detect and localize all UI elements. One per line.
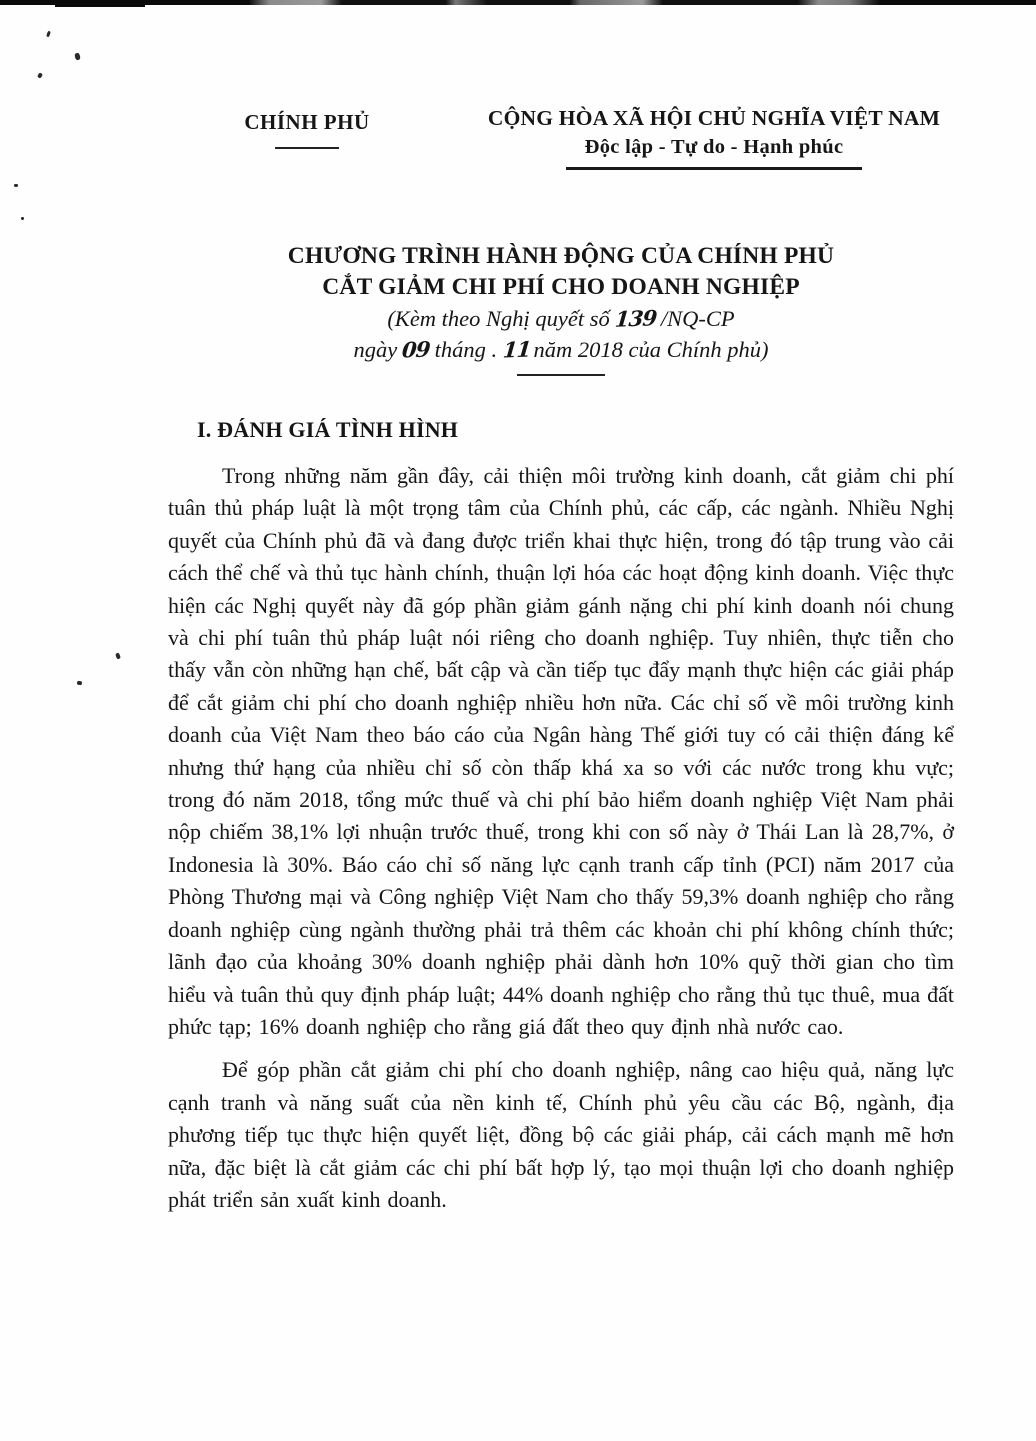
motto-underline [566, 167, 862, 170]
handwritten-day: 09 [401, 336, 431, 362]
date-suffix: năm 2018 của Chính phủ) [533, 336, 769, 362]
document-title-line1: CHƯƠNG TRÌNH HÀNH ĐỘNG CỦA CHÍNH PHỦ [287, 243, 835, 269]
document-title-line2: CẮT GIẢM CHI PHÍ CHO DOANH NGHIỆP [322, 274, 800, 300]
scan-speckle [74, 52, 81, 60]
national-title: CỘNG HÒA XÃ HỘI CHỦ NGHĨA VIỆT NAM [487, 106, 941, 130]
document-title-block [168, 241, 954, 376]
issuing-authority-block [222, 110, 392, 149]
scan-speckle [77, 681, 83, 686]
section-heading: I. ĐÁNH GIÁ TÌNH HÌNH [197, 417, 459, 442]
scan-speckle [37, 72, 43, 78]
attachment-reference-line [168, 304, 954, 335]
title-underline [517, 374, 605, 376]
scan-speckle [21, 217, 24, 220]
scan-speckle [115, 652, 121, 659]
scan-speckle [14, 184, 18, 187]
body-text [168, 460, 954, 1216]
national-header-block [466, 106, 962, 170]
paragraph: Trong những năm gần đây, cải thiện môi trường kinh doanh, cắt giảm chi phí tuân thủ pháp luật là một trọng tâm của Chính phủ, các cấp, các ngành. Nhiều Nghị quyết của Chính phủ đã và đang được triển khai thực hiện, trong đó tập trung vào cải cách thể chế và thủ tục hành chính, thuận lợi hóa các hoạt động kinh doanh. Việc thực hiện các Nghị quyết này đã góp phần giảm gánh nặng chi phí kinh doanh nói chung và chi phí tuân thủ pháp luật nói riêng cho doanh nghiệp. Tuy nhiên, thực tiễn cho thấy vẫn còn những hạn chế, bất cập và cần tiếp tục đẩy mạnh thực hiện các giải pháp để cắt giảm chi phí cho doanh nghiệp nhiều hơn nữa. Các chỉ số về môi trường kinh doanh của Việt Nam theo báo cáo của Ngân hàng Thế giới tuy có cải thiện đáng kể nhưng thứ hạng của nhiều chỉ số còn thấp khá xa so với các nước trong khu vực; trong đó năm 2018, tổng mức thuế và chi phí bảo hiểm doanh nghiệp Việt Nam phải nộp chiếm 38,1% lợi nhuận trước thuế, trong khi con số này ở Thái Lan là 28,7%, ở Indonesia là 30%. Báo cáo chỉ số năng lực cạnh tranh cấp tỉnh (PCI) năm 2017 của Phòng Thương mại và Công nghiệp Việt Nam cho thấy 59,3% doanh nghiệp cho rằng doanh nghiệp cùng ngành thường phải trả thêm các khoản chi phí không chính thức; lãnh đạo của khoảng 30% doanh nghiệp phải dành hơn 10% quỹ thời gian cho tìm hiểu và tuân thủ quy định pháp luật; 44% doanh nghiệp cho rằng thủ tục thuê, mua đất phức tạp; 16% doanh nghiệp cho rằng giá đất theo quy định nhà nước cao. [168, 463, 954, 1039]
scan-speckle [46, 31, 51, 38]
scan-artifact-top-edge [0, 0, 1036, 5]
attachment-date-line [168, 335, 954, 366]
attachment-suffix: /NQ-CP [660, 306, 735, 331]
paragraph: Để góp phần cắt giảm chi phí cho doanh nghiệp, nâng cao hiệu quả, năng lực cạnh tranh và năng suất của nền kinh tế, Chính phủ yêu cầu các Bộ, ngành, địa phương tiếp tục thực hiện quyết liệt, đồng bộ các giải pháp, cải cách mạnh mẽ hơn nữa, đặc biệt là cắt giảm các chi phí bất hợp lý, tạo mọi thuận lợi cho doanh nghiệp phát triển sản xuất kinh doanh. [168, 1057, 954, 1212]
authority-underline [275, 147, 339, 149]
date-prefix: ngày [353, 336, 398, 362]
scan-artifact-top-blob [55, 0, 145, 7]
issuing-authority: CHÍNH PHỦ [244, 110, 370, 134]
date-mid: tháng . [434, 336, 498, 362]
handwritten-resolution-number: 139 [613, 305, 658, 332]
attachment-prefix: (Kèm theo Nghị quyết số [387, 306, 610, 331]
national-motto: Độc lập - Tự do - Hạnh phúc [584, 136, 844, 158]
handwritten-month: 11 [502, 336, 532, 362]
